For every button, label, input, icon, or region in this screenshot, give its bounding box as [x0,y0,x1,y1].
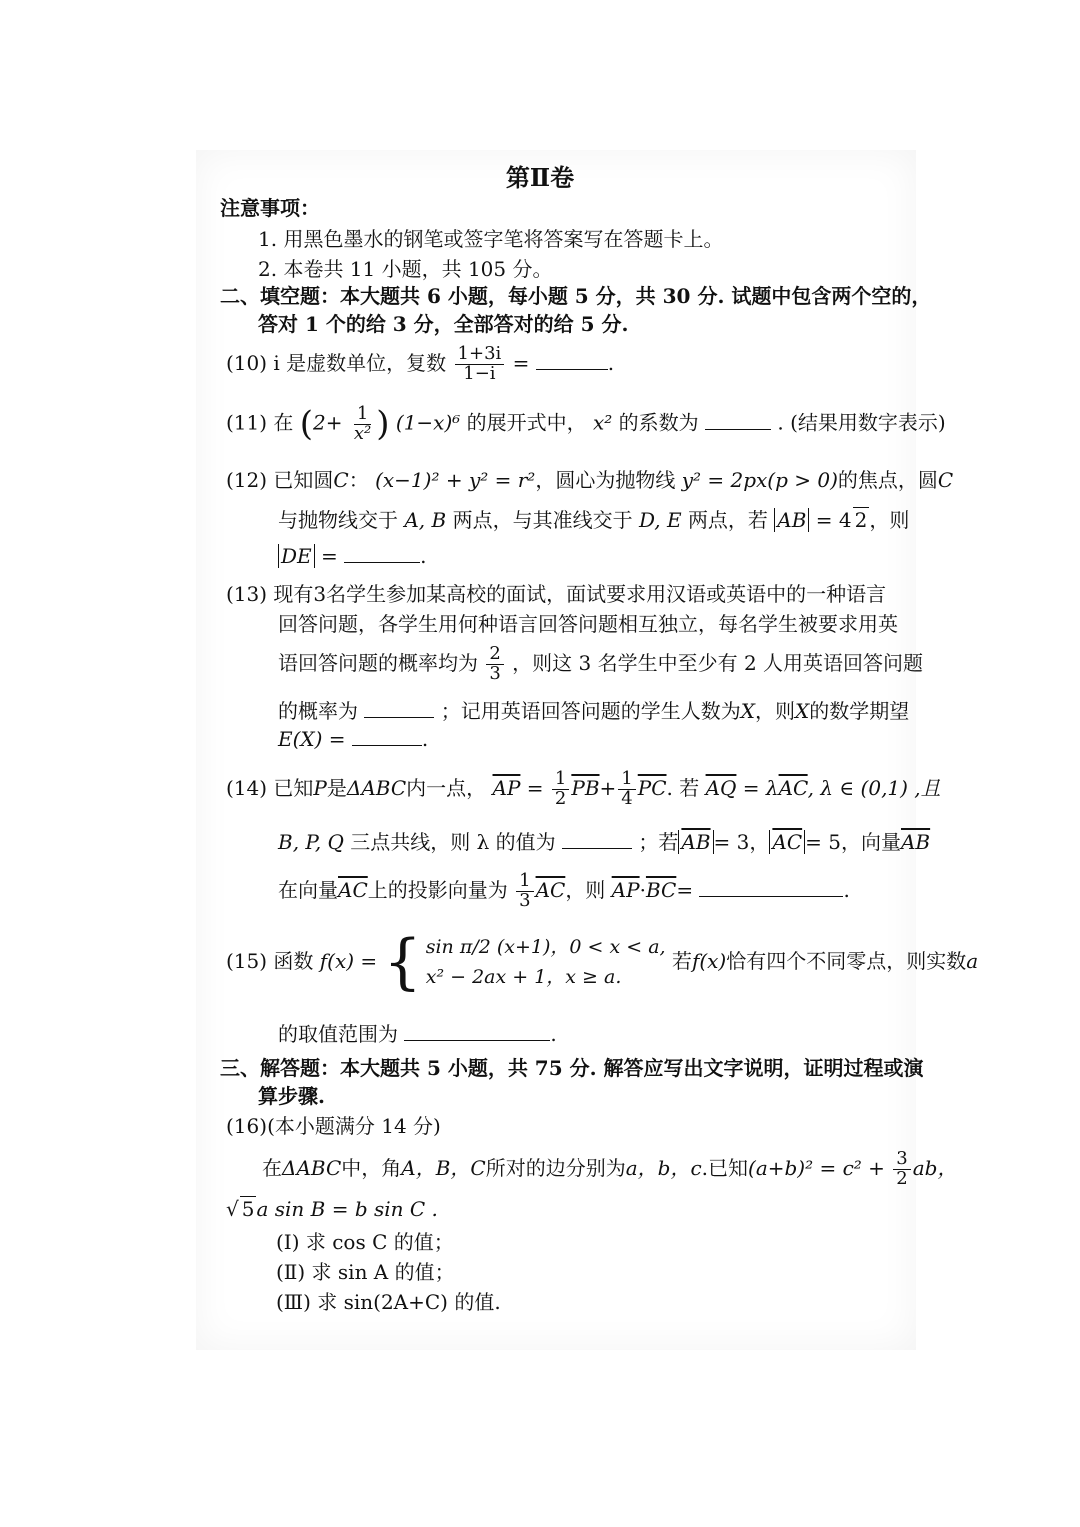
question-13-line-1 [226,578,886,607]
q14-text-2b: 三点共线，则 λ 的值为 [350,830,556,854]
q15-brace: { [383,927,422,998]
q15-var-a: a [966,948,979,973]
q13-text-4c: ，则 [754,699,795,723]
q11-frac-num: 1 [354,405,371,425]
q12-points-ab: A, B [404,508,447,532]
q14-dot: · [639,877,646,902]
q12-text-c: ，圆心为抛物线 [535,468,676,492]
notes-heading: 注意事项： [220,196,320,220]
q14-f3-num: 1 [516,872,533,892]
q11-number: (11) [226,410,268,435]
q15-fx-2: f(x) [691,948,727,973]
q11-expr-a: 2+ [313,410,343,435]
q15-text-b: 若 [671,948,692,973]
q12-text-d: 的焦点，圆 [837,468,938,492]
note-item-1: 1. 用黑色墨水的钢笔或签字笔将答案写在答题卡上。 [258,227,724,251]
question-13-line-5: E(X) = . [278,727,429,751]
q14-equals: = [676,877,694,902]
q14-vec-pc: $\overline{PC}$ [637,775,667,800]
q13-text-4d: 的数学期望 [809,699,910,723]
q14-lambda-eq: = λ [742,775,779,800]
question-12-line-2 [278,504,909,533]
question-14-line-1 [226,770,941,809]
q12-text: 已知圆 [273,468,334,492]
q16-eq-b: ab， [912,1155,958,1180]
q14-plus: + [599,775,617,800]
q12-circle-label-2: C [937,468,954,492]
q15-text-c: 恰有四个不同零点，则实数 [726,948,967,973]
q16-text-1b: 中，角 [341,1155,402,1180]
q14-lambda-range: , λ ∈ (0,1) ,且 [807,775,941,800]
q12-equals: = [321,544,338,568]
q14-vec-bc: $\overline{BC}$ [645,877,677,902]
q10-frac-num: 1+3i [455,345,505,365]
q14-f2-num: 1 [618,770,635,790]
q15-answer-blank[interactable] [404,1022,550,1041]
q11-text-b: 的展开式中， [466,410,587,435]
q12-abs-ab: AB [774,508,809,532]
q12-text-2c: 两点，若 [687,508,768,532]
question-12-line-3: DE = . [278,544,426,568]
q14-frac-1 [552,770,569,809]
q14-vec-pb: $\overline{PB}$ [571,775,600,800]
q14-text-2e: = 5，向量 [805,830,901,854]
page-title: 第Ⅱ卷 [505,163,575,192]
q13-frac-den: 3 [489,662,501,684]
q16-triangle: ΔABC [282,1155,342,1180]
q11-text-a: 在 [273,410,294,435]
q14-f1-den: 2 [554,787,567,809]
q12-circle-label: C [333,468,349,492]
q14-vec-ab: $\overline{AB}$ [900,830,931,854]
section2-heading-cont: 答对 1 个的给 3 分，全部答对的给 5 分. [258,312,629,336]
question-16-header [226,1110,441,1139]
q14-frac-2 [618,770,635,809]
q13-frac-num: 2 [486,645,503,665]
q11-fraction [351,402,374,444]
q13-expectation: E(X) = [278,727,346,751]
q16-number: (16) [226,1114,268,1138]
q13-text-4b: ；记用英语回答问题的学生人数为 [440,699,741,723]
q14-vec-ac-3: $\overline{AC}$ [535,877,566,902]
q13-text-3a: 语回答问题的概率均为 [278,650,478,675]
q14-text-3c: ，则 [565,877,606,902]
q14-text-1a: 已知 [273,775,314,800]
q11-text-d: . (结果用数字表示) [777,410,946,435]
q13-fraction [486,645,503,684]
q12-points-de: D, E [638,508,682,532]
q10-number: (10) [226,350,268,375]
question-10: (10) i 是虚数单位，复数 $\frac{1+3i}{1-i}$ = . [226,343,615,384]
q11-answer-blank[interactable] [705,411,771,430]
q11-expr-b: (1−x)⁶ [395,410,461,435]
section2-heading: 二、填空题：本大题共 6 小题，每小题 5 分，共 30 分. 试题中包含两个空的， [220,284,932,308]
question-14-line-3: 在向量$\overline{AC}$上的投影向量为 $\frac{1}{3}$ $\overline{AC}$，则 $\overline{AP}\cdot\overline{BC}=$ . [278,870,850,911]
q12-abs-de: DE [278,544,315,568]
q12-text-2b: 两点，与其准线交于 [452,508,633,532]
q14-f2-den: 4 [621,787,633,809]
q16-text-1c: 所对的边分别为 [485,1155,626,1180]
question-12-line-1 [226,464,953,493]
q12-circle-equation: (x−1)² + y² = r² [375,468,536,492]
q14-f3-den: 3 [519,889,531,911]
q15-fx: f(x) = [319,948,378,973]
q14-text-2c: ；若 [638,830,679,854]
q12-number: (12) [226,468,268,492]
q13-text-3b: ，则这 3 名学生中至少有 2 人用英语回答问题 [512,650,924,675]
q10-text: i 是虚数单位，复数 [273,350,447,375]
q11-x2: x² [593,410,613,435]
q14-vec-ac-2: $\overline{AC}$ [338,877,368,902]
q16-condition: a sin B = b sin C . [256,1197,438,1221]
question-13-line-2: 回答问题，各学生用何种语言回答问题相互独立，每名学生被要求用英 [278,612,898,636]
q14-text-3a: 在向量 [278,877,338,902]
q12-colon: ： [348,468,369,492]
q10-equals: = [512,350,530,375]
q16-score: (本小题满分 14 分) [267,1114,441,1138]
q14-point-p: P [313,775,327,800]
q13-answer-blank-2[interactable] [352,727,422,746]
question-14-line-2 [278,826,930,855]
q16-fraction [893,1150,910,1189]
q14-vec-ap: $\overline{AP}$ [492,775,521,800]
q10-fraction [455,345,505,384]
q13-answer-blank-1[interactable] [364,699,434,718]
question-15-line-2: 的取值范围为 . [278,1022,557,1046]
section3-heading: 三、解答题：本大题共 5 小题，共 75 分. 解答应写出文字说明，证明过程或演 [220,1056,924,1080]
q14-abs-ab: $\overline{AB}$ [678,830,713,854]
q12-value-text: = 4 [815,508,852,532]
q16-part-1: (Ⅰ) 求 cos C 的值； [276,1230,454,1254]
q12-sqrt-2: 2 [854,508,868,532]
note-item-2: 2. 本卷共 11 小题，共 105 分。 [258,257,553,281]
q16-text-1a: 在 [262,1155,282,1180]
q14-frac-3 [516,872,533,911]
q14-triangle: ΔABC [346,775,407,800]
q15-case-2: x² − 2ax + 1，x ≥ a. [425,966,622,989]
q10-answer-blank[interactable] [536,351,608,370]
q14-text-1b: 是 [326,775,347,800]
q14-eq: = [526,775,544,800]
q14-f1-num: 1 [552,770,569,790]
q14-abs-ac: $\overline{AC}$ [769,830,805,854]
q16-part-3: (Ⅲ) 求 sin(2A+C) 的值. [276,1290,501,1314]
q16-angles: A，B，C [401,1155,486,1180]
q12-answer-blank[interactable] [344,544,420,563]
q16-part-2: (Ⅱ) 求 sin A 的值； [276,1260,455,1284]
q13-var-x: X [740,699,755,723]
q14-text-1c: 内一点， [406,775,487,800]
q12-text-2e: ，则 [869,508,910,532]
q13-text-1: 现有3名学生参加某高校的面试，面试要求用汉语或英语中的一种语言 [273,582,887,606]
q14-text-2d: = 3， [713,830,770,854]
q15-text-2: 的取值范围为 [278,1022,398,1046]
q11-frac-den: x² [353,422,372,444]
q15-case-1: sin π/2 (x+1)，0 < x < a, [425,936,666,958]
q14-answer-blank-1[interactable] [562,830,632,849]
question-11: (11) 在 (2+ $\frac{1}{\text{x²}}$ ) (1−x)⁶ 的展开式中， x² 的系数为 . (结果用数字表示) [226,402,946,444]
q16-f-num: 3 [893,1150,910,1170]
q16-text-1d: .已知 [701,1155,749,1180]
q13-var-x-2: X [794,699,810,723]
q11-text-c: 的系数为 [618,410,699,435]
question-15 [226,927,979,998]
q10-frac-den: 1−i [463,362,496,384]
q14-answer-blank-2[interactable] [699,878,843,897]
q15-text-a: 函数 [273,948,314,973]
question-13-line-4 [278,695,909,724]
q14-text-3b: 上的投影向量为 [367,877,508,902]
q13-text-4a: 的概率为 [278,699,358,723]
q15-number: (15) [226,948,268,973]
q16-f-den: 2 [896,1167,908,1189]
question-16-line-2: √ 5 a sin B = b sin C . [226,1197,438,1221]
q16-sqrt-5: 5 [241,1197,255,1221]
q14-vec-aq: $\overline{AQ}$ [705,775,737,800]
section3-heading-cont: 算步骤. [258,1084,325,1108]
q14-vec-ac: $\overline{AC}$ [778,775,808,800]
q15-piecewise [383,927,666,998]
q14-points-bpq: B, P, Q [278,830,344,854]
question-16-line-1 [262,1150,957,1189]
q16-eq-a: (a+b)² = c² + [748,1155,885,1180]
q14-text-1d: . 若 [666,775,700,800]
q13-number: (13) [226,582,268,606]
q12-text-2a: 与抛物线交于 [278,508,398,532]
question-13-line-3 [278,645,923,684]
q12-parabola-equation: y² = 2px(p > 0) [681,468,838,492]
q14-vec-ap-2: $\overline{AP}$ [611,877,640,902]
q14-number: (14) [226,775,268,800]
q16-sides: a，b，c [625,1155,702,1180]
